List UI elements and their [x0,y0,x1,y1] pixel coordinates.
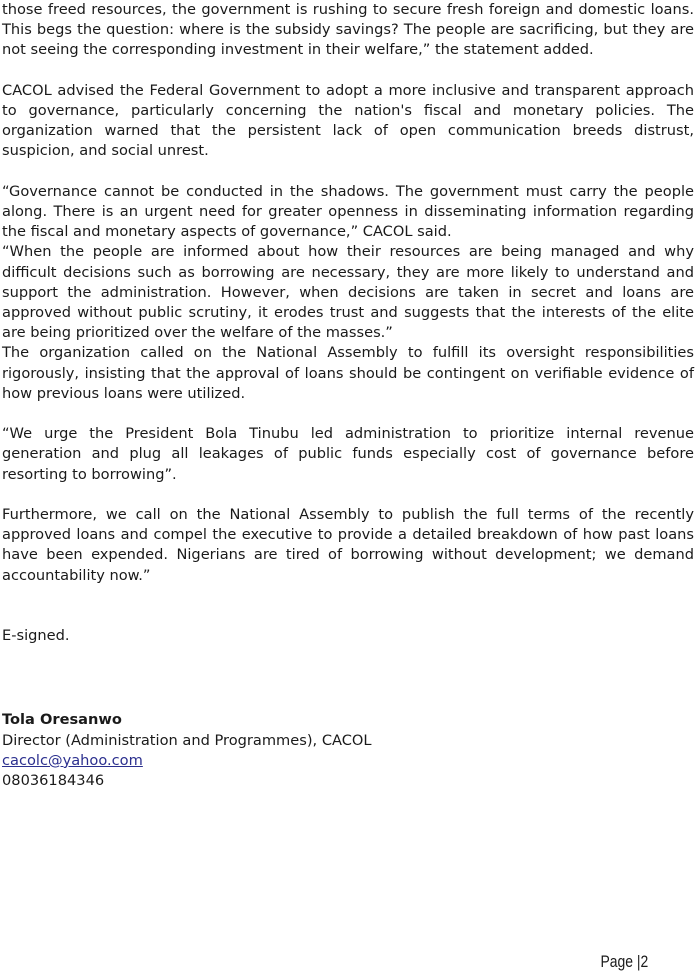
signatory-title: Director (Administration and Programmes), CACOL [2,731,372,749]
paragraph-internal-revenue: “We urge the President Bola Tinubu led administration to prioritize internal revenue generation and plug all leakages of public funds especially cost of governance before resorting to borrowing”. [2,425,694,483]
paragraph-people-informed: “When the people are informed about how their resources are being managed and why difficult decisions such as borrowing are necessary, they are more likely to understand and support the administration. However, when decisions are taken in secret and loans are approved without public scrutiny, it erodes trust and suggests that the interests of the elite are being prioritized over the welfare of the masses.” [2,243,694,342]
signatory-name: Tola Oresanwo [2,711,122,729]
paragraph-publish-loan-terms: Furthermore, we call on the National Assembly to publish the full terms of the recently approved loans and compel the executive to provide a detailed breakdown of how past loans have been expended. Nigerians are tired of borrowing without development; we demand accountability now.” [2,506,694,584]
signatory-email-link[interactable]: cacolc@yahoo.com [2,751,143,769]
paragraph-subsidy-savings: those freed resources, the government is rushing to secure fresh foreign and domestic loans. This begs the question: where is the subsidy savings? The people are sacrificing, but they are not seeing the corresponding investment in their welfare,” the statement added. [2,1,694,59]
paragraph-national-assembly-oversight: The organization called on the National Assembly to fulfill its oversight responsibilities rigorously, insisting that the approval of loans should be contingent on verifiable evidence of how previous loans were utilized. [2,344,694,402]
e-signed-note: E-signed. [2,627,70,645]
signature-block [2,710,694,791]
paragraph-governance-shadows: “Governance cannot be conducted in the shadows. The government must carry the people along. There is an urgent need for greater openness in disseminating information regarding the fiscal and monetary aspects of governance,” CACOL said. [2,182,694,241]
paragraph-transparent-governance: CACOL advised the Federal Government to adopt a more inclusive and transparent approach to governance, particularly concerning the nation's fiscal and monetary policies. The organization warned that the persistent lack of open communication breeds distrust, suspicion, and social unrest. [2,81,694,160]
signatory-phone: 08036184346 [2,772,105,790]
document-page [2,0,694,791]
page-number: Page |2 [600,952,648,971]
